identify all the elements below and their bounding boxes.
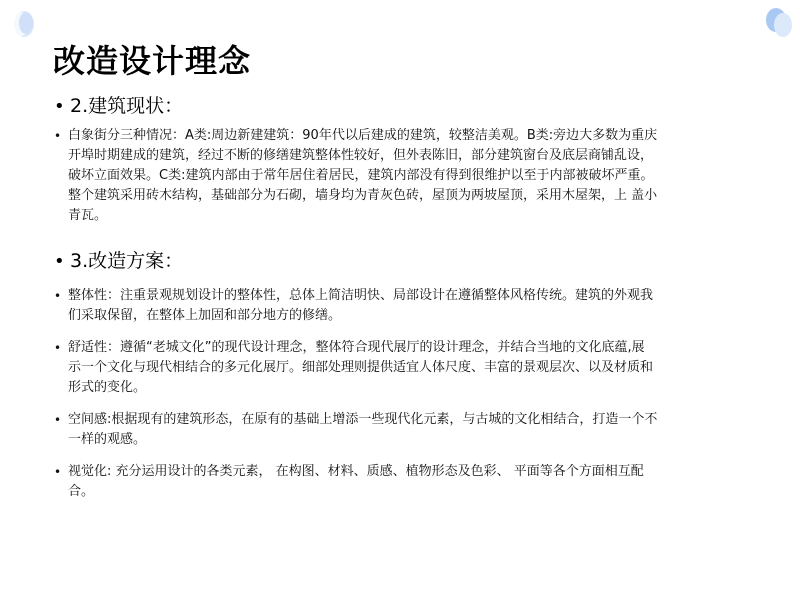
section-heading-status — [54, 91, 183, 118]
list-item — [54, 286, 754, 326]
status-list — [54, 126, 754, 226]
page-title: 改造设计理念 — [53, 42, 252, 80]
list-item — [54, 338, 754, 398]
plan-list — [54, 338, 754, 398]
list-item-text: 空间感:根据现有的建筑形态，在原有的基础上增添一些现代化元素，与古城的文化相结合，打造一个不 一样的观感。 — [68, 412, 658, 447]
list-item — [54, 410, 754, 450]
list-item-text: 视觉化: 充分运用设计的各类元素， 在构图、材料、质感、植物形态及色彩、 平面等各个方面相互配 合。 — [68, 464, 644, 499]
bullet-dot: • — [54, 289, 62, 303]
bullet-dot: • — [54, 341, 62, 355]
bullet-dot: • — [54, 251, 65, 272]
bullet-dot: • — [54, 465, 62, 479]
list-item — [54, 462, 754, 502]
bullet-dot: • — [54, 96, 65, 117]
list-item — [54, 126, 754, 226]
plan-list — [54, 410, 754, 450]
plan-list — [54, 462, 754, 502]
bullet-dot: • — [54, 129, 62, 143]
plan-list — [54, 286, 754, 326]
list-item-text: 白象街分三种情况：A类:周边新建建筑：90年代以后建成的建筑，较整洁美观。B类:旁边大多数为重庆 开埠时期建成的建筑，经过不断的修缮建筑整体性较好，但外表陈旧，部分建筑窗台及底层商铺乱设， 破坏立面效果。C类:建筑内部由于常年居住着居民，建筑内部没有得到很维护以至于内部被破坏严重。 整个建筑采用砖木结构，基础部分为石砌，墙身均为青灰色砖，屋顶为两坡屋顶，采用木屋架，上 盖小 青瓦。 — [68, 128, 658, 223]
list-item-text: 整体性：注重景观规划设计的整体性，总体上简洁明快、局部设计在遵循整体风格传统。建筑的外观我 们采取保留，在整体上加固和部分地方的修缮。 — [68, 288, 654, 323]
section-heading-plan-text: 3.改造方案： — [70, 250, 184, 272]
list-item-text: 舒适性：遵循“老城文化”的现代设计理念，整体符合现代展厅的设计理念，并结合当地的文化底蕴,展 示一个文化与现代相结合的多元化展厅。细部处理则提供适宜人体尺度、丰富的景观层次、以及材质和 形式的变化。 — [68, 340, 654, 395]
bullet-dot: • — [54, 413, 62, 427]
section-heading-plan — [54, 246, 183, 273]
left-bubble-icon — [8, 6, 38, 40]
right-bubble-icon — [764, 6, 794, 40]
section-heading-status-text: 2.建筑现状： — [70, 95, 184, 117]
